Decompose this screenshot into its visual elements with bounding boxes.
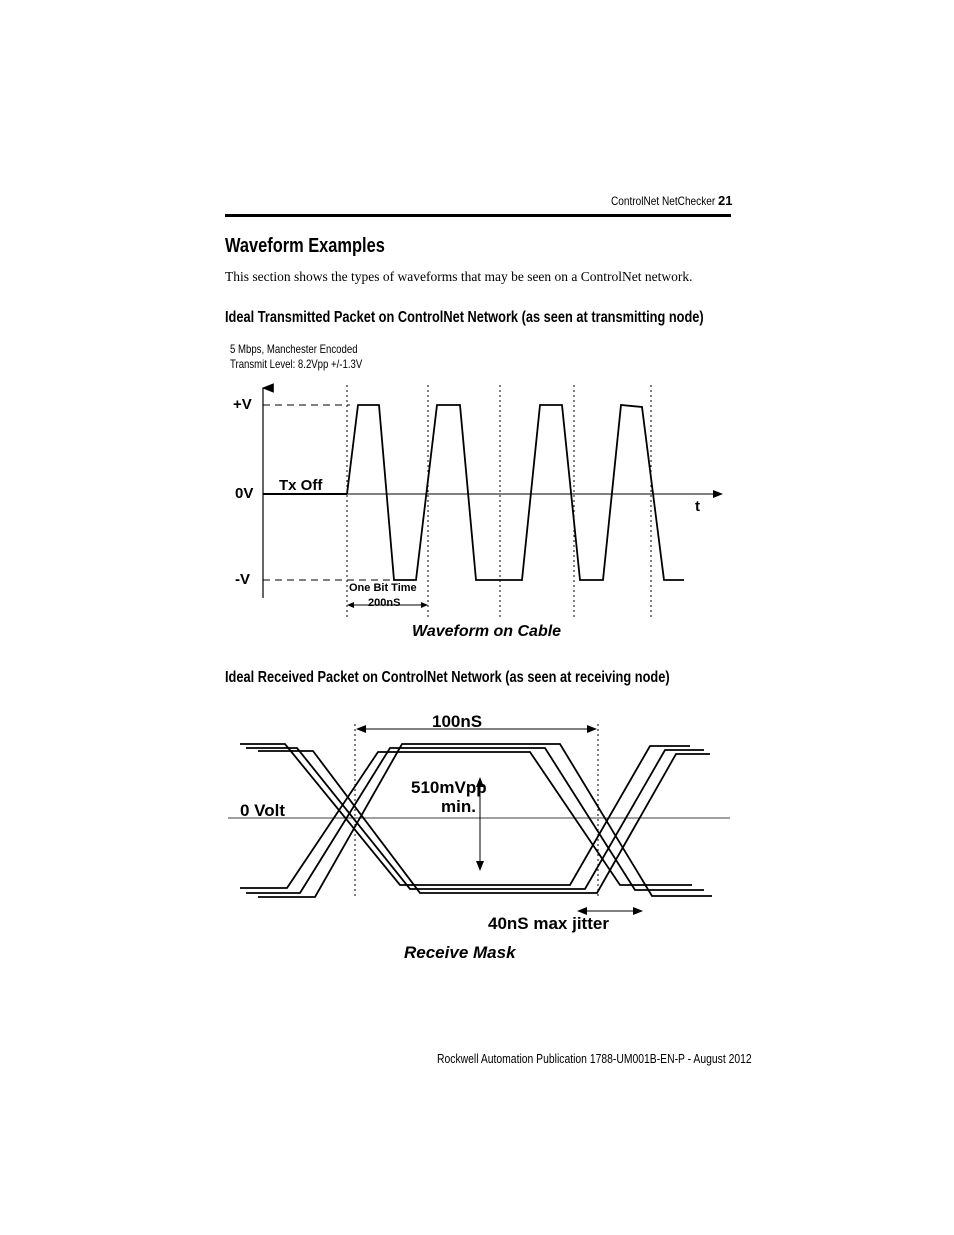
label-pos-v: +V: [233, 396, 252, 413]
label-100ns: 100nS: [432, 712, 483, 731]
label-zero-volt: 0 Volt: [240, 801, 286, 820]
label-neg-v: -V: [235, 571, 250, 588]
publication-footer: Rockwell Automation Publication 1788-UM001B-EN-P - August 2012: [437, 1052, 752, 1066]
page-number: 21: [718, 193, 733, 208]
figure1-note-encoding: 5 Mbps, Manchester Encoded: [230, 342, 358, 356]
figure2-caption: Receive Mask: [404, 943, 516, 962]
label-time-axis: t: [695, 498, 700, 515]
label-min: min.: [441, 797, 476, 816]
label-jitter: 40nS max jitter: [488, 914, 609, 933]
figure1-caption: Waveform on Cable: [412, 623, 562, 640]
running-header-title: ControlNet NetChecker: [611, 194, 716, 208]
figure2-heading: Ideal Received Packet on ControlNet Network (as seen at receiving node): [225, 669, 670, 686]
label-510mvpp: 510mVpp: [411, 778, 487, 797]
label-one-bit-time: One Bit Time: [349, 582, 417, 594]
figure1-note-level: Transmit Level: 8.2Vpp +/-1.3V: [230, 357, 363, 371]
section-title: Waveform Examples: [225, 235, 385, 257]
label-bit-time-ns: 200nS: [368, 597, 401, 609]
manchester-waveform: [347, 405, 684, 580]
label-tx-off: Tx Off: [279, 477, 323, 494]
figure1-heading: Ideal Transmitted Packet on ControlNet Network (as seen at transmitting node): [225, 309, 704, 326]
section-intro: This section shows the types of waveforms that may be seen on a ControlNet network.: [225, 269, 693, 284]
label-zero-v: 0V: [235, 485, 254, 502]
